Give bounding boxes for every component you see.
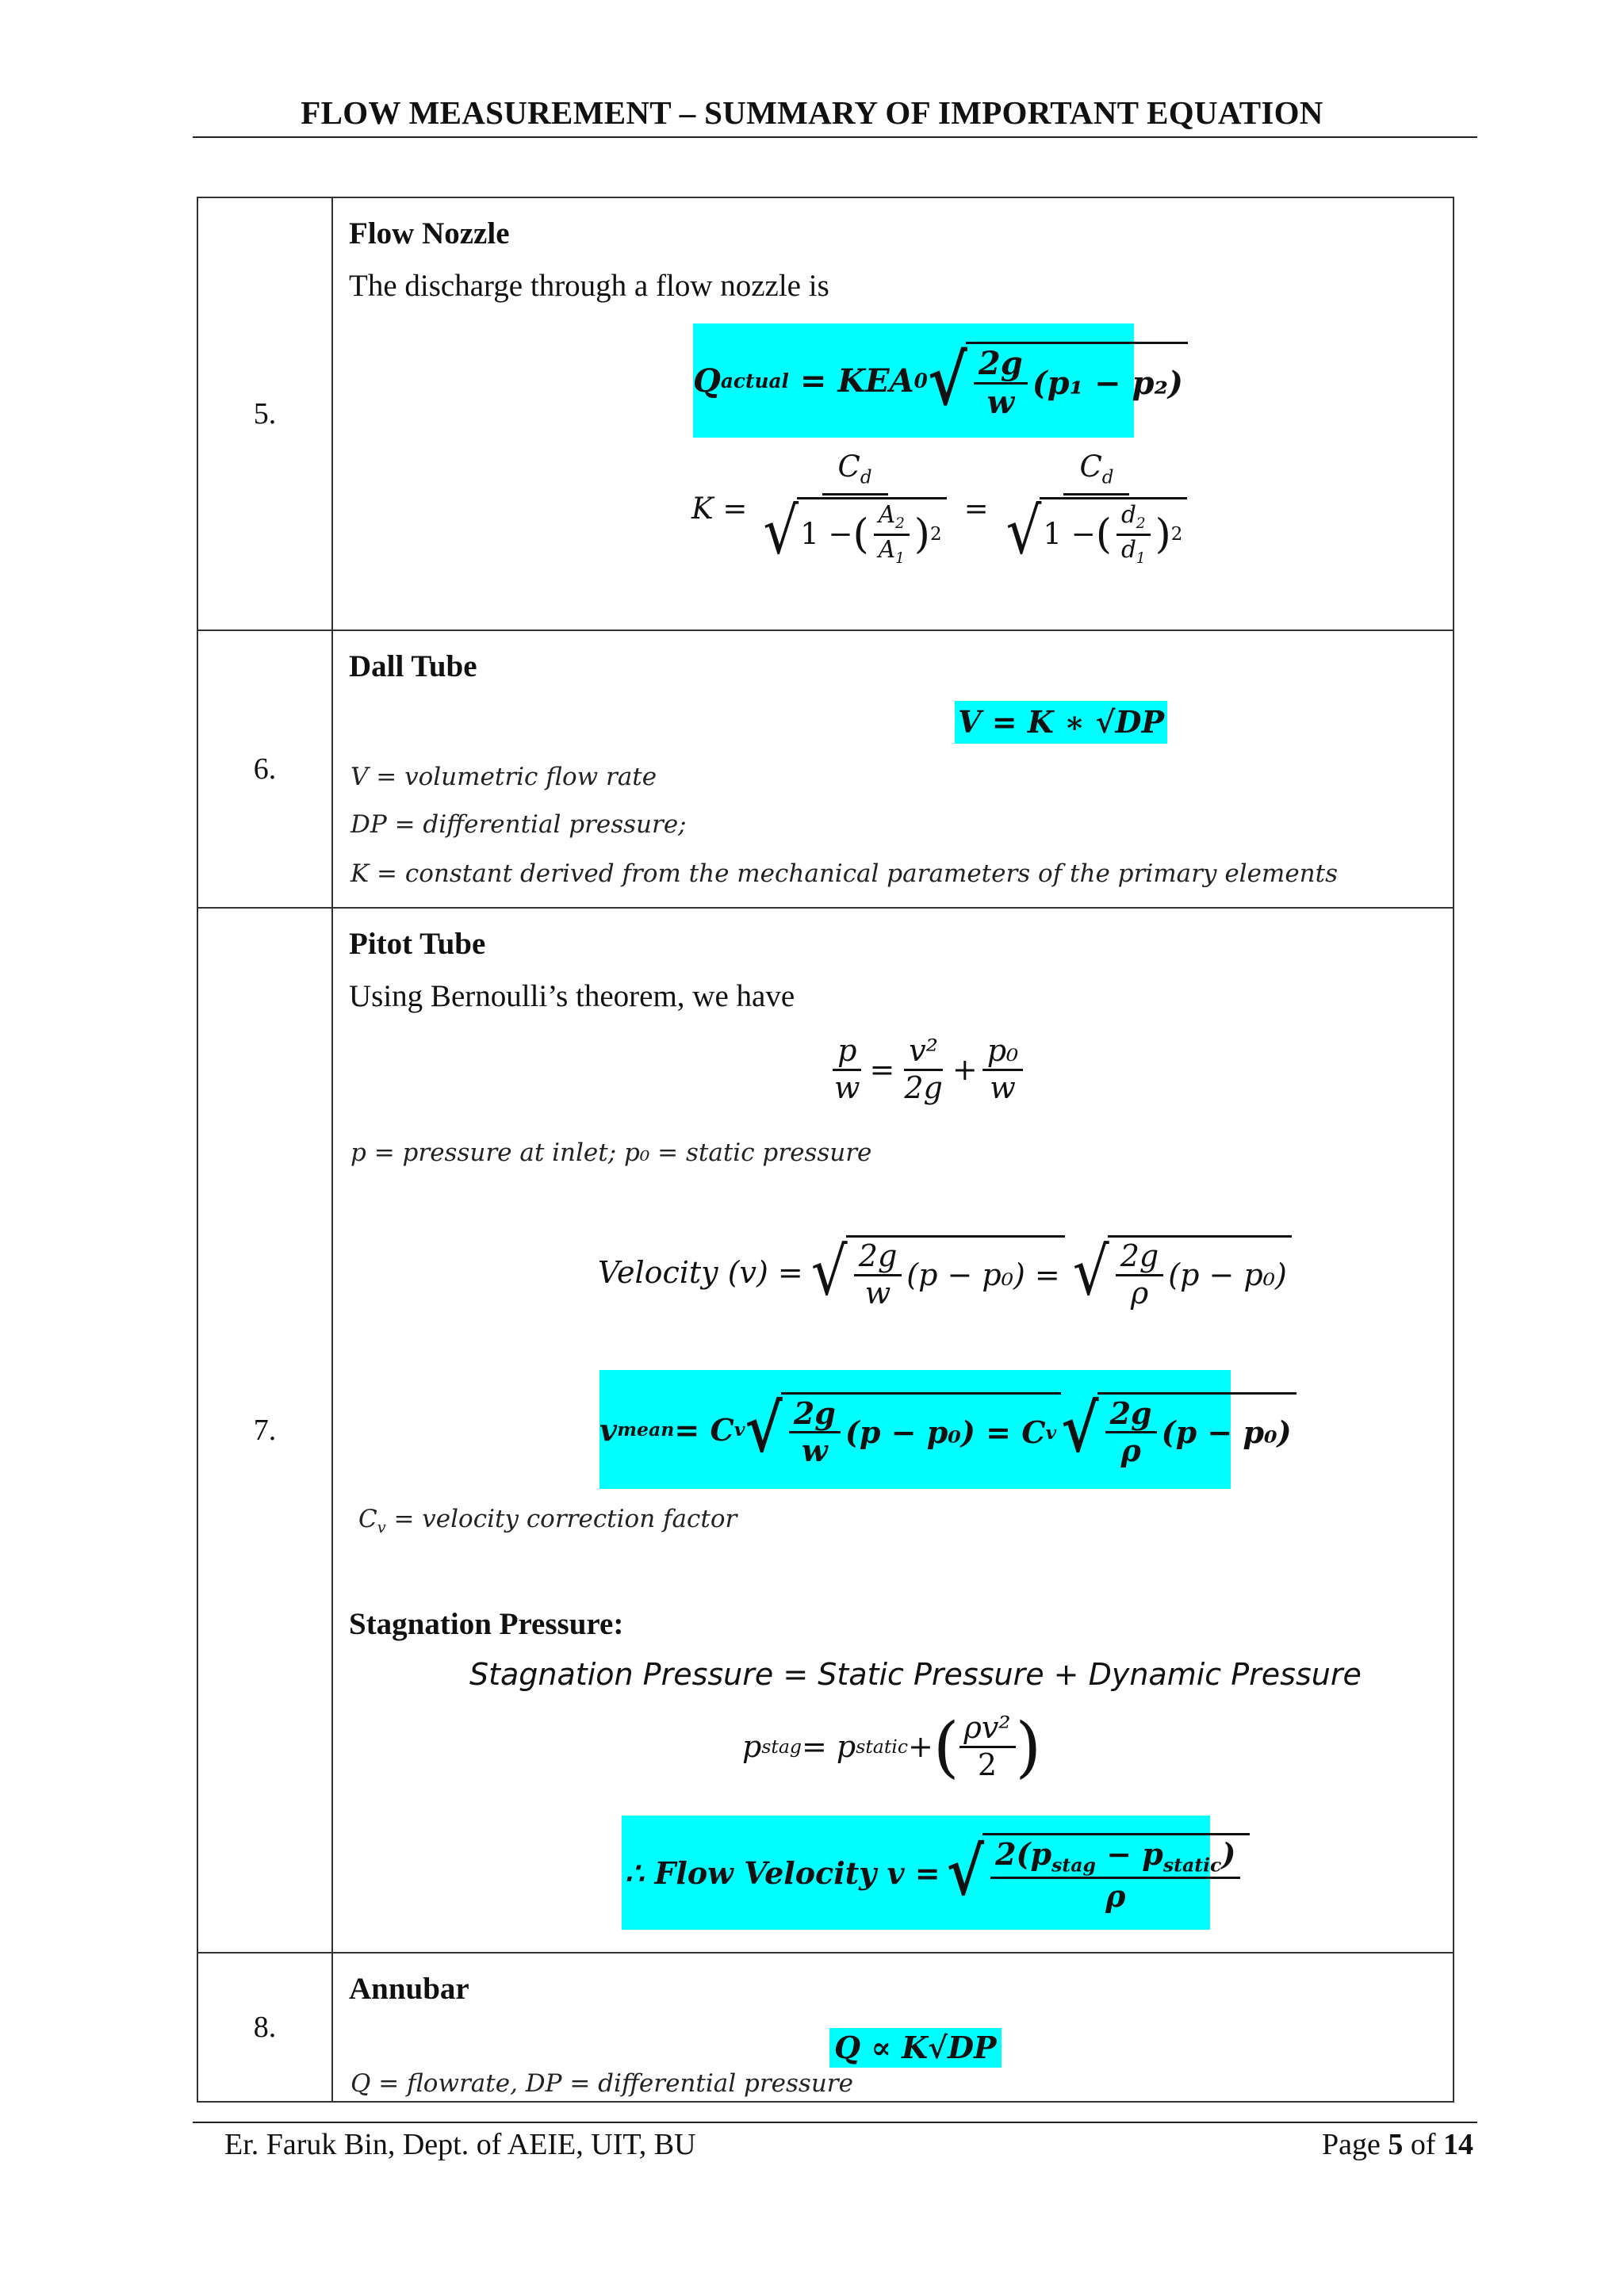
- definition-dp: DP = differential pressure;: [350, 810, 687, 839]
- dall-tube-equation: V = K ∗ √DP: [955, 701, 1167, 744]
- row-content: [332, 630, 1454, 908]
- definition-q: Q = flowrate, DP = differential pressure: [350, 2069, 853, 2098]
- stagnation-pressure-words: Stagnation Pressure = Static Pressure + Dynamic Pressure: [469, 1657, 1362, 1692]
- footer-author: Er. Faruk Bin, Dept. of AEIE, UIT, BU: [224, 2128, 696, 2161]
- table-row-5: [197, 197, 1454, 630]
- equation-table: [197, 197, 1454, 2103]
- section-heading: Flow Nozzle: [349, 216, 510, 251]
- row-number: 8.: [197, 1953, 332, 2102]
- header-rule: [193, 136, 1477, 138]
- bernoulli-equation: $\frac{p}{w}$ = $\frac{\text{v²}}{2g}$ + $\frac{\text{p₀}}{w}$: [825, 1035, 1028, 1104]
- page-number: Page 5 of 14: [1321, 2128, 1473, 2161]
- footer-rule: [193, 2122, 1477, 2123]
- stagnation-heading: Stagnation Pressure:: [349, 1607, 624, 1641]
- definition-pressure: p = pressure at inlet; p₀ = static pressure: [350, 1138, 872, 1167]
- table-row-6: [197, 630, 1454, 908]
- row-number: 5.: [197, 197, 332, 630]
- mean-velocity-equation: v mean = C v √ $\frac{2g}{w}$ (p − p₀) = C v √ $\frac{2g}{\rho}$ (p − p₀): [599, 1370, 1231, 1489]
- stagnation-pressure-equation: p stag = p static + ( $\frac{\text{ρv²}}{2}$ ): [742, 1707, 1042, 1785]
- discharge-coefficient-equation: K = $C_d$ √ 1 − ( $\frac{A_2}{A_1}$ ) 2 = $C_d$ √ 1 − ( $\frac{d_2}{d_1}$ ) 2: [691, 452, 1197, 566]
- row-number: 6.: [197, 630, 332, 908]
- section-heading: Pitot Tube: [349, 927, 486, 961]
- table-row-8: [197, 1953, 1454, 2102]
- section-heading: Annubar: [349, 1972, 469, 2006]
- flow-velocity-equation: ∴ Flow Velocity v = √ $\frac{2(p_{stag} - p_{static})}{\rho}$: [622, 1816, 1210, 1930]
- flow-nozzle-discharge-equation: Q actual = KEA 0 √ $\frac{2g}{w}$ (p₁ − p₂): [693, 323, 1134, 438]
- row-number: 7.: [197, 908, 332, 1953]
- row-content: [332, 908, 1454, 1953]
- velocity-equation: Velocity (v) = √ $\frac{2g}{w}$ (p − p₀) = √ $\frac{2g}{\rho}$ (p − p₀): [598, 1235, 1292, 1310]
- table-row-7: [197, 908, 1454, 1953]
- definition-cv: $C_v$ = velocity correction factor: [358, 1505, 737, 1537]
- definition-v: V = volumetric flow rate: [350, 763, 657, 791]
- section-heading: Dall Tube: [349, 649, 477, 683]
- page-title: FLOW MEASUREMENT – SUMMARY OF IMPORTANT EQUATION: [301, 94, 1323, 131]
- definition-k: K = constant derived from the mechanical parameters of the primary elements: [350, 859, 1338, 888]
- annubar-equation: Q ∝ K√DP: [829, 2028, 1002, 2068]
- section-intro: The discharge through a flow nozzle is: [349, 269, 829, 303]
- section-intro: Using Bernoulli’s theorem, we have: [349, 979, 795, 1013]
- row-content: [332, 1953, 1454, 2102]
- row-content: [332, 197, 1454, 630]
